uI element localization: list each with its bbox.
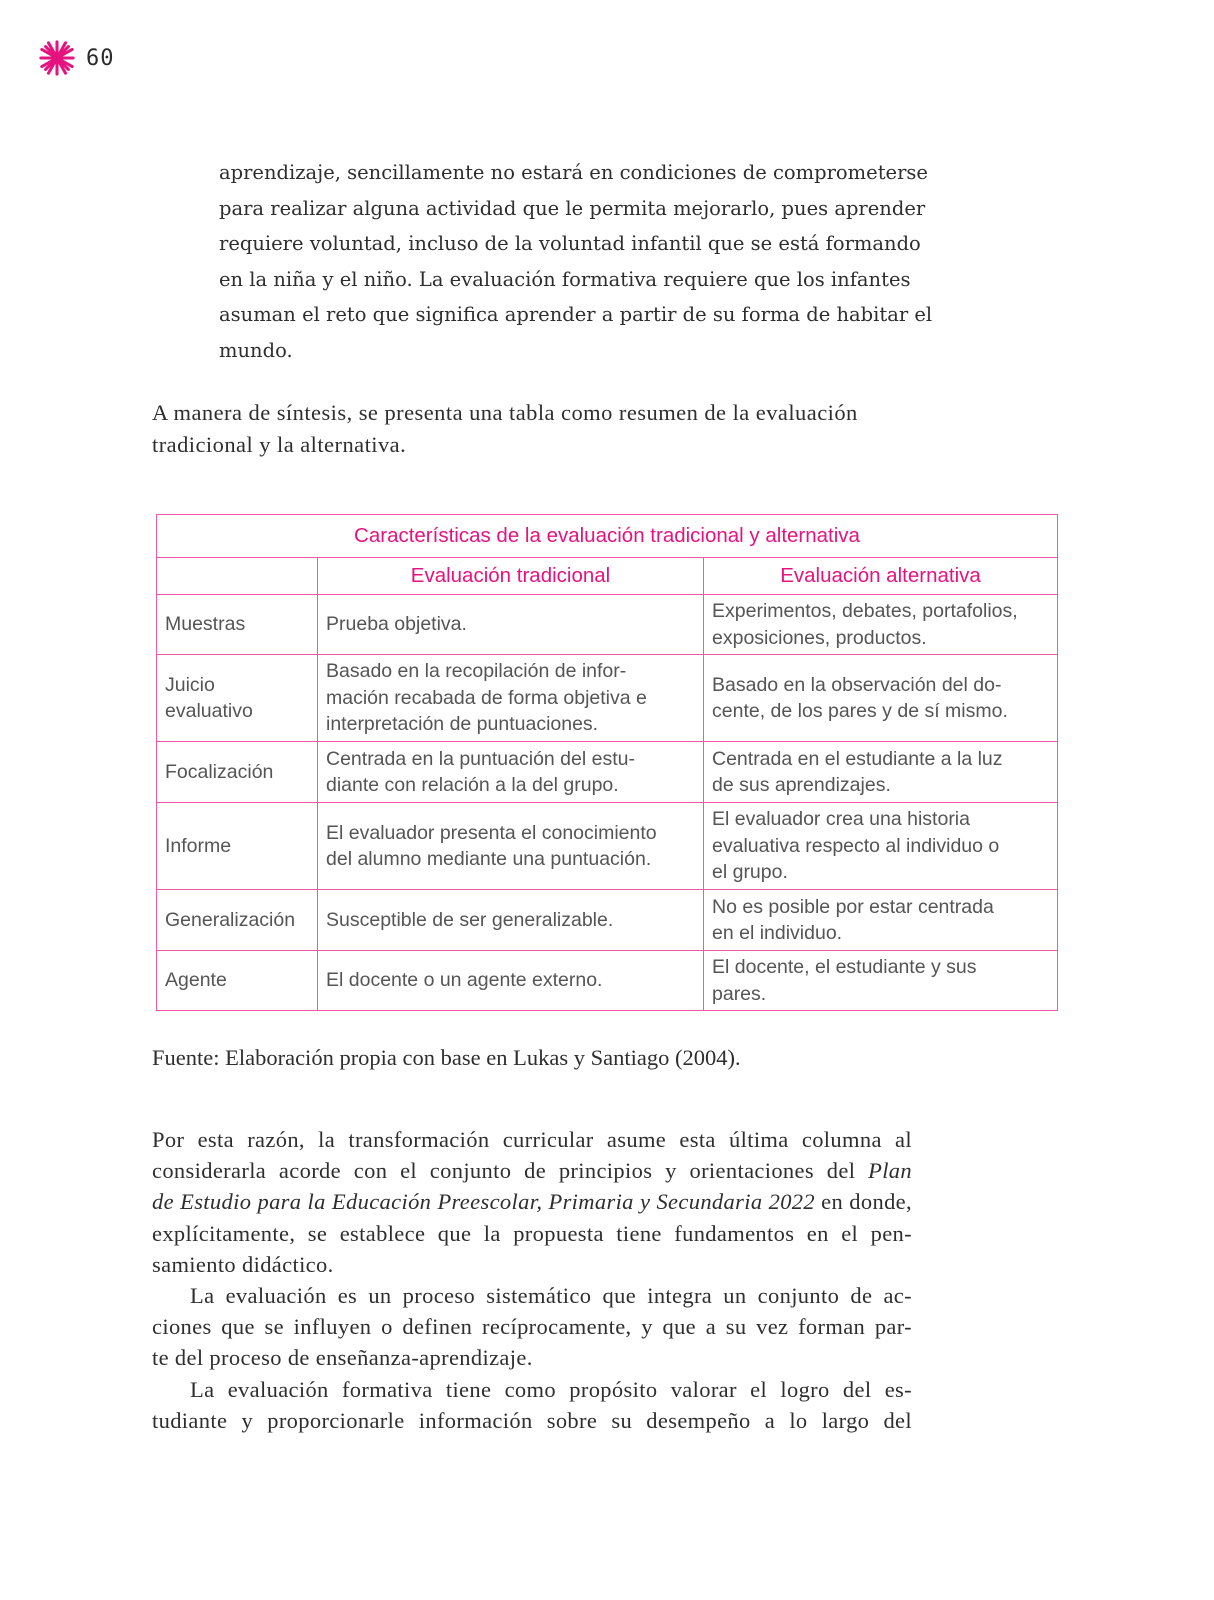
- table-row: [157, 890, 1058, 951]
- traditional-cell: Centrada en la puntuación del estu- diante con relación a la del grupo.: [318, 742, 704, 803]
- quote-line: mundo.: [219, 338, 293, 362]
- table-row: [157, 951, 1058, 1011]
- intro-paragraph: [152, 397, 912, 460]
- body-line: considerarla acorde con el conjunto de principios y orientaciones del Plan: [152, 1158, 912, 1184]
- body-line: explícitamente, se establece que la propuesta tiene fundamentos en el pen-: [152, 1220, 912, 1246]
- table-row: [157, 655, 1058, 742]
- quote-line: aprendizaje, sencillamente no estará en condiciones de comprometerse: [219, 161, 928, 184]
- table-row: [157, 595, 1058, 655]
- body-line: La evaluación formativa tiene como propósito valorar el logro del es-: [190, 1376, 912, 1402]
- block-quote: [219, 155, 933, 368]
- plan-title-italic: de Estudio para la Educación Preescolar, Primaria y Secundaria 2022: [152, 1189, 815, 1215]
- page-number: 60: [86, 45, 115, 71]
- table-row: [157, 803, 1058, 890]
- alternative-cell: Basado en la observación del do- cente, de los pares y de sí mismo.: [704, 655, 1058, 742]
- row-label: Generalización: [157, 890, 318, 951]
- pink-asterisk-icon: [38, 39, 76, 77]
- comparison-table: [156, 514, 1058, 1011]
- row-label: Juicio evaluativo: [157, 655, 318, 742]
- row-label: Agente: [157, 951, 318, 1011]
- body-line: tudiante y proporcionarle información sobre su desempeño a lo largo del: [152, 1407, 912, 1433]
- traditional-cell: Susceptible de ser generalizable.: [318, 890, 704, 951]
- table-header-row: [157, 558, 1058, 595]
- intro-line: A manera de síntesis, se presenta una tabla como resumen de la evaluación: [152, 400, 858, 425]
- column-header-traditional: Evaluación tradicional: [318, 558, 704, 595]
- table-title: Características de la evaluación tradicional y alternativa: [157, 515, 1058, 558]
- alternative-cell: El evaluador crea una historia evaluativa respecto al individuo o el grupo.: [704, 803, 1058, 890]
- column-header-empty: [157, 558, 318, 595]
- table-title-row: [157, 515, 1058, 558]
- alternative-cell: El docente, el estudiante y sus pares.: [704, 951, 1058, 1011]
- body-line: samiento didáctico.: [152, 1251, 334, 1277]
- alternative-cell: Centrada en el estudiante a la luz de sus aprendizajes.: [704, 742, 1058, 803]
- body-line: te del proceso de enseñanza-aprendizaje.: [152, 1345, 533, 1371]
- quote-line: en la niña y el niño. La evaluación formativa requiere que los infantes: [219, 267, 911, 291]
- column-header-alternative: Evaluación alternativa: [704, 558, 1058, 595]
- table-row: [157, 742, 1058, 803]
- quote-line: asuman el reto que significa aprender a partir de su forma de habitar el: [219, 303, 933, 326]
- traditional-cell: Basado en la recopilación de infor- mación recabada de forma objetiva e interpretación de puntuaciones.: [318, 655, 704, 742]
- body-line: Por esta razón, la transformación curricular asume esta última columna al: [152, 1127, 912, 1152]
- traditional-cell: El docente o un agente externo.: [318, 951, 704, 1011]
- body-line: de Estudio para la Educación Preescolar, Primaria y Secundaria 2022 en donde,: [152, 1189, 912, 1215]
- body-line: La evaluación es un proceso sistemático que integra un conjunto de ac-: [190, 1283, 912, 1309]
- alternative-cell: Experimentos, debates, portafolios, exposiciones, productos.: [704, 595, 1058, 655]
- traditional-cell: El evaluador presenta el conocimiento del alumno mediante una puntuación.: [318, 803, 704, 890]
- table-source: Fuente: Elaboración propia con base en Lukas y Santiago (2004).: [152, 1045, 741, 1070]
- alternative-cell: No es posible por estar centrada en el individuo.: [704, 890, 1058, 951]
- quote-line: para realizar alguna actividad que le permita mejorarlo, pues aprender: [219, 196, 926, 220]
- row-label: Muestras: [157, 595, 318, 655]
- traditional-cell: Prueba objetiva.: [318, 595, 704, 655]
- page-header: [38, 38, 115, 78]
- body-line: ciones que se influyen o definen recíprocamente, y que a su vez forman par-: [152, 1314, 912, 1340]
- quote-line: requiere voluntad, incluso de la voluntad infantil que se está formando: [219, 232, 921, 255]
- plan-title-italic: Plan: [868, 1158, 912, 1184]
- intro-line: tradicional y la alternativa.: [152, 431, 407, 457]
- body-text: [152, 1124, 912, 1436]
- row-label: Informe: [157, 803, 318, 890]
- row-label: Focalización: [157, 742, 318, 803]
